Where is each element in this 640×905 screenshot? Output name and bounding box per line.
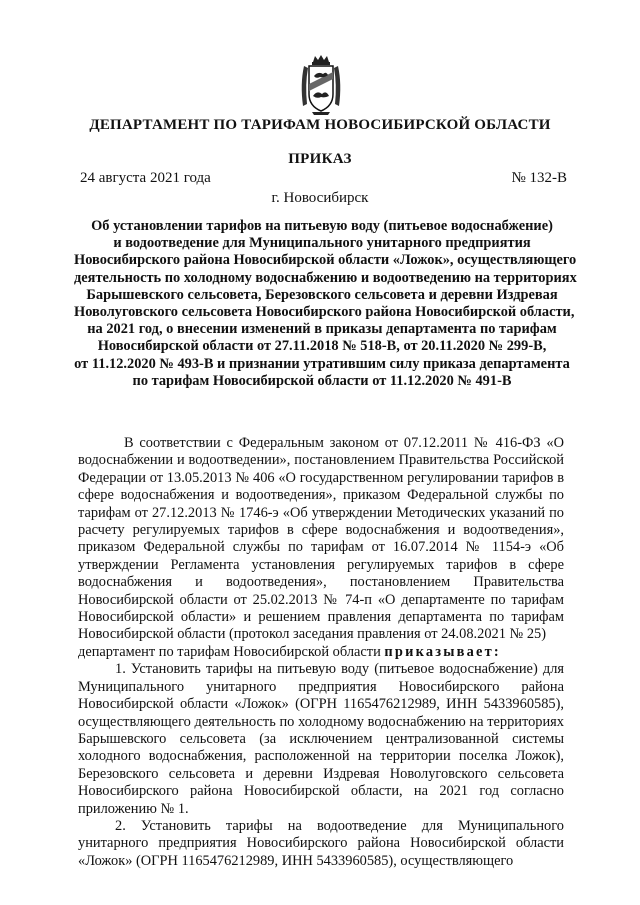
document-city: г. Новосибирск [271,190,369,206]
department-name: ДЕПАРТАМЕНТ ПО ТАРИФАМ НОВОСИБИРСКОЙ ОБЛАСТИ [89,117,551,133]
document-body [78,435,564,870]
orders-paragraph [78,644,564,661]
document-date: 24 августа 2021 года [80,170,211,186]
title-line: деятельность по холодному водоснабжению и водоотведению на территориях [74,269,577,286]
title-line: Новолуговского сельсовета Новосибирского района Новосибирской области, [74,304,575,321]
title-line: и водоотведение для Муниципального унитарного предприятия [113,235,531,252]
preamble-paragraph: В соответствии с Федеральным законом от 07.12.2011 № 416-ФЗ «О водоснабжении и водоотведении», постановлением Правительства Российской Федерации от 13.05.2013 № 406 «О государственном регулировании тарифов в сфере водоснабжения и водоотведения», приказом Федеральной службы по тарифам от 27.12.2013 № 1746-э «Об утверждении Методических указаний по расчету регулируемых тарифов в сфере водоснабжения и водоотведения», приказом Федеральной службы по тарифам от 16.07.2014 № 1154-э «Об утверждении Регламента установления регулируемых тарифов в сфере водоснабжения и водоотведения», постановлением Правительства Новосибирской области от 25.02.2013 № 74-п «О департаменте по тарифам Новосибирской области» и решением правления департамента по тарифам Новосибирской области (протокол заседания правления от 24.08.2021 № 25) [78,435,564,643]
item-2-paragraph: 2. Установить тарифы на водоотведение для Муниципального унитарного предприятия Новосибирского района Новосибирской области «Ложок» (ОГРН 1165476212989, ИНН 5433960585), осуществляющего [78,817,564,869]
title-line: по тарифам Новосибирской области от 11.12.2020 № 491-В [132,372,512,389]
title-line: Барышевского сельсовета, Березовского сельсовета и деревни Издревая [86,286,558,303]
coat-of-arms-icon [298,54,344,116]
orders-prefix: департамент по тарифам Новосибирской области [78,643,385,660]
document-type: ПРИКАЗ [288,151,352,167]
document-number: № 132-В [511,170,567,186]
title-line: на 2021 год, о внесении изменений в приказы департамента по тарифам [87,321,557,338]
item-1-paragraph: 1. Установить тарифы на питьевую воду (питьевое водоснабжение) для Муниципального унитарного предприятия Новосибирского района Новосибирской области «Ложок» (ОГРН 1165476212989, ИНН 5433960585), осуществляющего деятельность по холодному водоснабжению на территориях Барышевского сельсовета (за исключением централизованной системы холодного водоснабжения, расположенной на территории поселка Ложок), Березовского сельсовета и деревни Издревая Новолуговского сельсовета Новосибирского района Новосибирской области, на 2021 год согласно приложению № 1. [78,661,564,817]
title-line: от 11.12.2020 № 493-В и признании утратившим силу приказа департамента [74,355,570,372]
title-line: Об установлении тарифов на питьевую воду (питьевое водоснабжение) [91,218,553,234]
title-line: Новосибирского района Новосибирской области «Ложок», осуществляющего [74,252,577,269]
title-line: Новосибирской области от 27.11.2018 № 518-В, от 20.11.2020 № 299-В, [97,338,547,355]
orders-word: приказывает: [384,643,501,660]
document-title [74,218,577,390]
